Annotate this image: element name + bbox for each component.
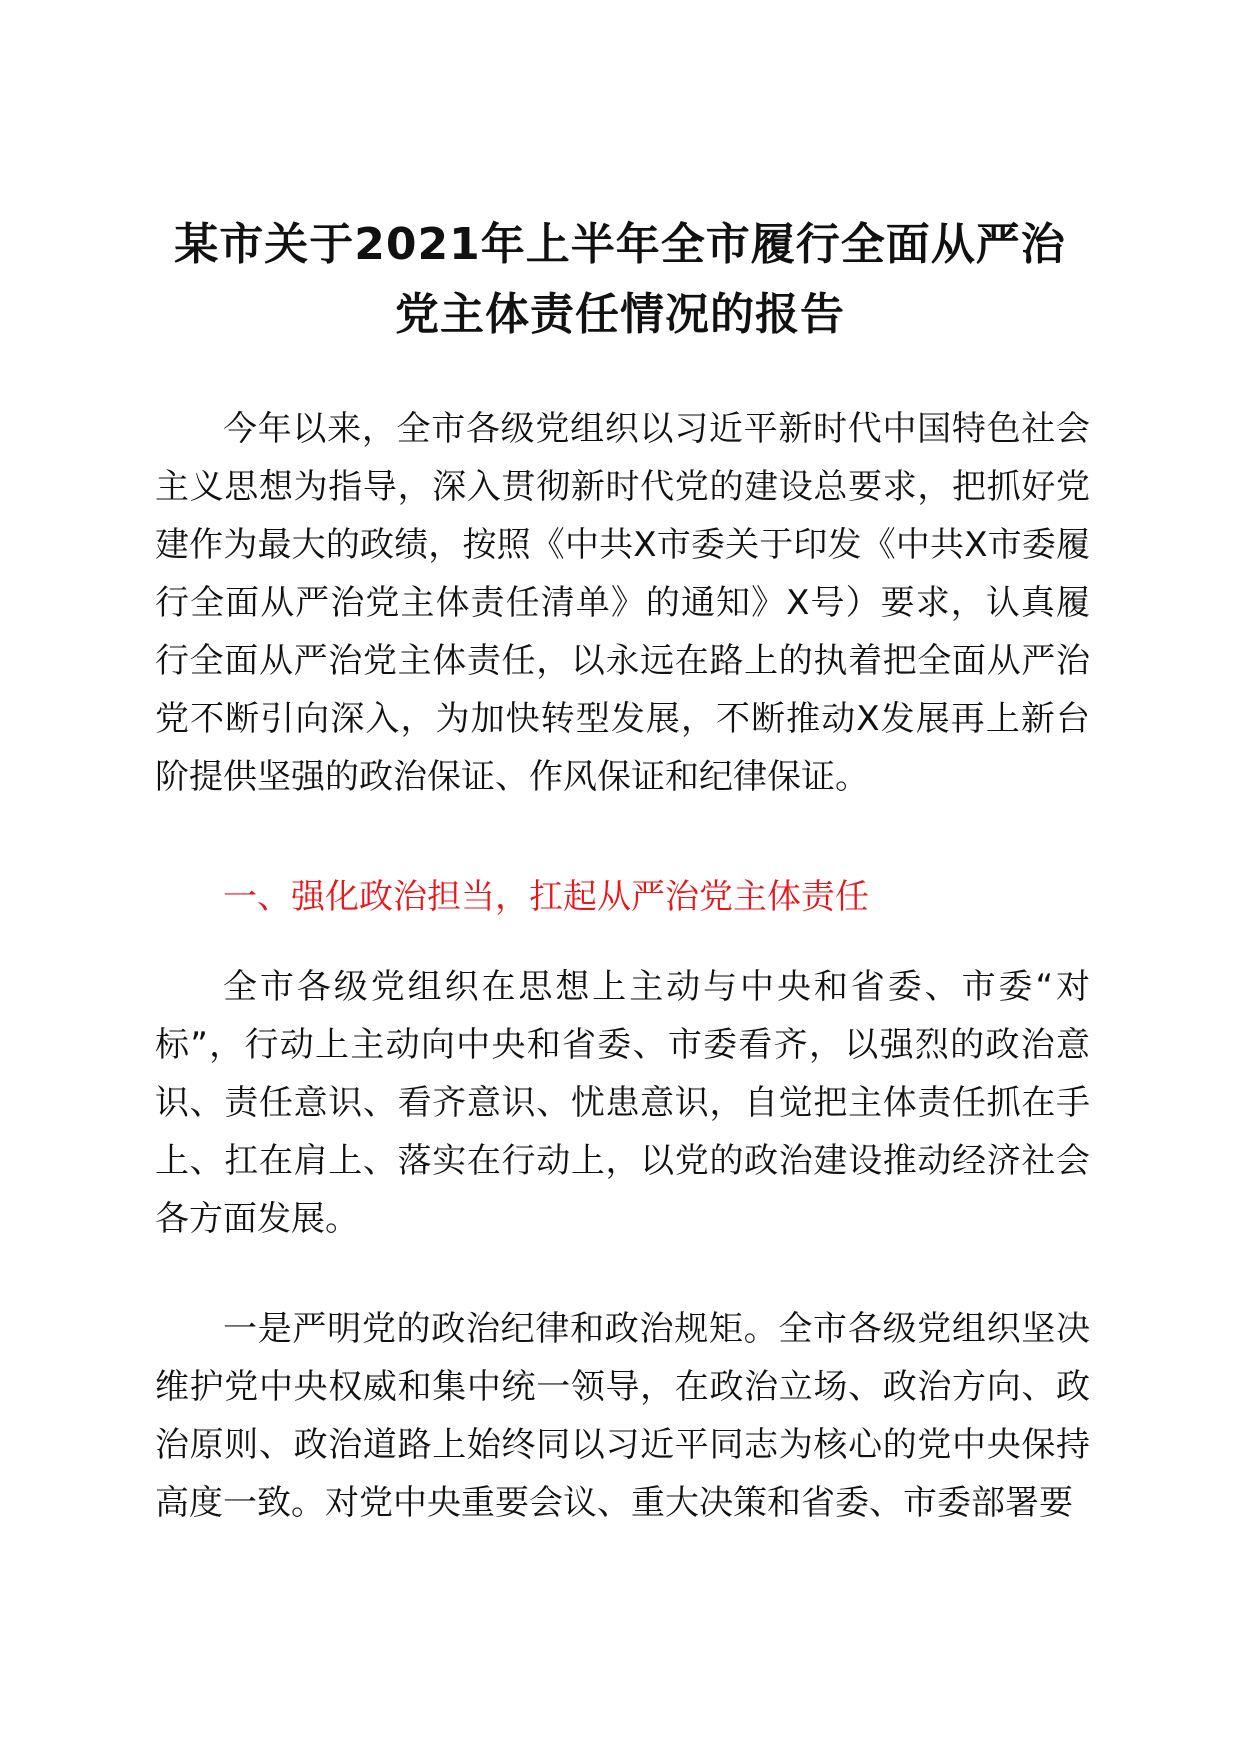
section1-paragraph: 全市各级党组织在思想上主动与中央和省委、市委“对标”，行动上主动向中央和省委、市委看齐，以强烈的政治意识、责任意识、看齐意识、忧患意识，自觉把主体责任抓在手上、扛在肩上、落实在行动上，以党的政治建设推动经济社会各方面发展。 <box>155 967 1090 1239</box>
point-one-paragraph: 一是严明党的政治纪律和政治规矩。全市各级党组织坚决维护党中央权威和集中统一领导，在政治立场、政治方向、政治原则、政治道路上始终同以习近平同志为核心的党中央保持高度一致。对党中央重要会议、重大决策和省委、市委部署要 <box>155 1309 1090 1523</box>
title-line-1: 某市关于2021年上半年全市履行全面从严治 <box>174 219 1066 270</box>
title-line-2: 党主体责任情况的报告 <box>395 289 845 340</box>
section-heading-1: 一、强化政治担当，扛起从严治党主体责任 <box>223 877 869 917</box>
intro-paragraph: 今年以来，全市各级党组织以习近平新时代中国特色社会主义思想为指导，深入贯彻新时代党的建设总要求，把抓好党建作为最大的政绩，按照《中共X市委关于印发《中共X市委履行全面从严治党主体责任清单》的通知》X号）要求，认真履行全面从严治党主体责任，以永远在路上的执着把全面从严治党不断引向深入，为加快转型发展，不断推动X发展再上新台阶提供坚强的政治保证、作风保证和纪律保证。 <box>155 409 1090 797</box>
document-title <box>140 210 1100 350</box>
